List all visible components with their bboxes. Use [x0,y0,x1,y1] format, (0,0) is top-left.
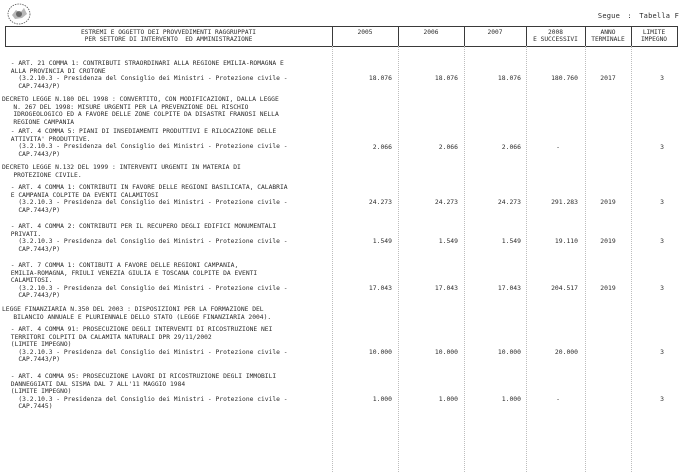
header-2008: 2008 E SUCCESSIVI [533,29,578,43]
cell-anno: 2019 [600,284,616,292]
cell-2007: 18.076 [497,74,521,82]
cell-2007: 1.549 [501,237,521,245]
row-description: - ART. 4 COMMA 2: CONTRIBUTI PER IL RECUPERO DEGLI EDIFICI MONUMENTALI PRIVATI. (3.2.10.3 - Presidenza del Consiglio dei Ministri - Protezione civile - CAP.7443/P) [10,223,288,253]
header-limite-impegno: LIMITE IMPEGNO [640,29,668,43]
cell-2005: 17.043 [368,284,392,292]
header-description: ESTREMI E OGGETTO DEI PROVVEDIMENTI RAGGRUPPATI PER SETTORE DI INTERVENTO ED AMMINISTRAZIONE [80,29,257,43]
row-description: - ART. 4 COMMA 95: PROSECUZIONE LAVORI DI RICOSTRUZIONE DEGLI IMMOBILI DANNEGGIATI DAL SISMA DAL 7 ALL'11 MAGGIO 1984 (LIMITE IMPEGNO) (3.2.10.3 - Presidenza del Consiglio dei Ministri - Protezione civile - CAP.7445) [10,373,288,411]
table-top-rule [5,26,678,27]
budget-table [2,26,678,472]
cell-2007: 24.273 [497,198,521,206]
table-header-rule [5,46,678,47]
cell-2006: 17.043 [434,284,458,292]
row-description: DECRETO LEGGE N.180 DEL 1998 : CONVERTITO, CON MODIFICAZIONI, DALLA LEGGE N. 267 DEL 1998: MISURE URGENTI PER LA PREVENZIONE DEL RISCHIO IDROGEOLOGICO ED A FAVORE DELLE ZONE COLPITE DA DISASTRI FRANOSI NELLA REGIONE CAMPANIA [2,96,279,126]
cell-2008: 19.110 [554,237,578,245]
cell-2005: 1.000 [372,395,392,403]
cell-2008: 180.760 [551,74,578,82]
row-description: - ART. 7 COMMA 1: CONTIBUTI A FAVORE DELLE REGIONI CAMPANIA, EMILIA-ROMAGNA, FRIULI VENEZIA GIULIA E TOSCANA COLPITE DA EVENTI CALAMITOSI. (3.2.10.3 - Presidenza del Consiglio dei Ministri - Protezione civile - CAP.7443/P) [10,262,288,300]
row-description: - ART. 21 COMMA 1: CONTRIBUTI STRAORDINARI ALLA REGIONE EMILIA-ROMAGNA E ALLA PROVINCIA DI CROTONE (3.2.10.3 - Presidenza del Consiglio dei Ministri - Protezione civile - CAP.7443/P) [10,60,288,90]
cell-2005: 24.273 [368,198,392,206]
col-sep [677,26,678,46]
cell-2005: 18.076 [368,74,392,82]
cell-2006: 24.273 [434,198,458,206]
page-header [598,12,679,20]
cell-2006: 10.000 [434,348,458,356]
header-2005: 2005 [357,29,373,36]
table-label: Tabella F [639,12,679,20]
cell-2007: 2.066 [501,143,521,151]
cell-2005: 2.066 [372,143,392,151]
cell-2008: 20.000 [554,348,578,356]
official-seal-icon [6,2,32,26]
cell-2008: 204.517 [551,284,578,292]
cell-anno: 2017 [600,74,616,82]
cell-2005: 10.000 [368,348,392,356]
header-anno-terminale: ANNO TERMINALE [591,29,625,43]
cell-2008: - [556,395,560,403]
header-2007: 2007 [487,29,503,36]
cell-limite: 3 [660,284,664,292]
cell-limite: 3 [660,348,664,356]
cell-2007: 10.000 [497,348,521,356]
row-description: DECRETO LEGGE N.132 DEL 1999 : INTERVENTI URGENTI IN MATERIA DI PROTEZIONE CIVILE. [2,164,241,179]
header-2006: 2006 [423,29,439,36]
cell-limite: 3 [660,143,664,151]
cell-2006: 1.000 [438,395,458,403]
cell-2008: - [556,143,560,151]
cell-anno: 2019 [600,237,616,245]
cell-2006: 2.066 [438,143,458,151]
cell-2007: 17.043 [497,284,521,292]
row-description: - ART. 4 COMMA 5: PIANI DI INSEDIAMENTI PRODUTTIVI E RILOCAZIONE DELLE ATTIVITA' PRODUTTIVE. (3.2.10.3 - Presidenza del Consiglio dei Ministri - Protezione civile - CAP.7443/P) [10,128,288,158]
cell-2008: 291.283 [551,198,578,206]
cell-2006: 18.076 [434,74,458,82]
row-description: LEGGE FINANZIARIA N.350 DEL 2003 : DISPOSIZIONI PER LA FORMAZIONE DEL BILANCIO ANNUALE E PLURIENNALE DELLO STATO (LEGGE FINANZIARIA 2004). [2,306,272,321]
continuation-label: Segue [597,12,620,20]
cell-limite: 3 [660,198,664,206]
cell-2005: 1.549 [372,237,392,245]
row-description: - ART. 4 COMMA 1: CONTRIBUTI IN FAVORE DELLE REGIONI BASILICATA, CALABRIA E CAMPANIA COLPITE DA EVENTI CALAMITOSI (3.2.10.3 - Presidenza del Consiglio dei Ministri - Protezione civile - CAP.7443/P) [10,184,288,214]
cell-2006: 1.549 [438,237,458,245]
cell-limite: 3 [660,74,664,82]
header-separator: : [627,12,632,20]
cell-limite: 3 [660,237,664,245]
row-description: - ART. 4 COMMA 91: PROSECUZIONE DEGLI INTERVENTI DI RICOSTRUZIONE NEI TERRITORI COLPITI DA CALAMITA NATURALI DPR 29/11/2002 (LIMITE IMPEGNO) (3.2.10.3 - Presidenza del Consiglio dei Ministri - Protezione civile - CAP.7443/P) [10,326,288,364]
cell-limite: 3 [660,395,664,403]
cell-anno: 2019 [600,198,616,206]
cell-2007: 1.000 [501,395,521,403]
